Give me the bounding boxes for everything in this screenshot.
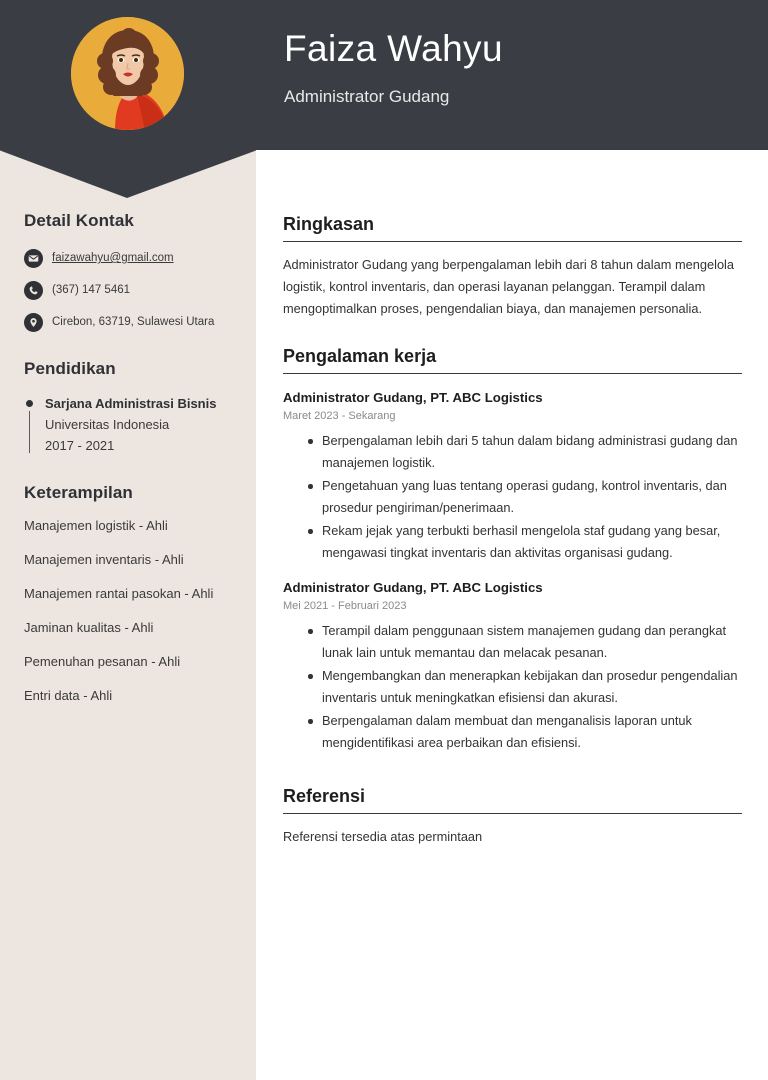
envelope-icon [24, 249, 43, 268]
contact-address-value: Cirebon, 63719, Sulawesi Utara [52, 316, 215, 328]
location-pin-icon [24, 313, 43, 332]
contact-item-phone[interactable] [24, 281, 234, 300]
contact-heading: Detail Kontak [24, 211, 134, 230]
experience-entry [283, 578, 742, 754]
references-text: Referensi tersedia atas permintaan [283, 829, 483, 844]
experience-heading: Pengalaman kerja [283, 344, 742, 374]
summary-section [283, 212, 742, 320]
list-item: Pemenuhan pesanan - Ahli [24, 654, 181, 669]
sidebar-content [0, 210, 256, 720]
education-degree: Sarjana Administrasi Bisnis [45, 396, 217, 411]
list-item: Berpengalaman dalam membuat dan menganalisis laporan untuk mengidentifikasi area perbaikan dan efisiensi. [283, 710, 742, 754]
list-item: Rekam jejak yang terbukti berhasil mengelola staf gudang yang besar, mengawasi tingkat inventaris dan aktivitas organisasi gudang. [283, 520, 742, 564]
contact-item-address[interactable] [24, 313, 234, 332]
summary-heading: Ringkasan [283, 212, 742, 242]
skills-heading: Keterampilan [24, 483, 133, 502]
list-item: Jaminan kualitas - Ahli [24, 620, 154, 635]
list-item: Berpengalaman lebih dari 5 tahun dalam bidang administrasi gudang dan manajemen logistik. [283, 430, 742, 474]
experience-job-dates: Maret 2023 - Sekarang [283, 410, 396, 422]
experience-job-title: Administrator Gudang, PT. ABC Logistics [283, 580, 543, 595]
main-content [283, 212, 742, 872]
experience-bullet-list [283, 620, 742, 754]
references-heading: Referensi [283, 784, 742, 814]
list-item: Manajemen logistik - Ahli [24, 518, 168, 533]
experience-entry [283, 388, 742, 564]
header-text-group [284, 26, 503, 108]
list-item: Entri data - Ahli [24, 688, 113, 703]
experience-section [283, 344, 742, 754]
education-item [24, 394, 234, 456]
summary-text: Administrator Gudang yang berpengalaman lebih dari 8 tahun dalam mengelola logistik, kontrol inventaris, dan operasi layanan pelanggan. Terampil dalam mengoptimalkan proses, pengendalian biaya, dan manajemen personalia. [283, 257, 735, 316]
list-item: Terampil dalam penggunaan sistem manajemen gudang dan perangkat lunak lain untuk memantau dan melacak pesanan. [283, 620, 742, 664]
list-item: Mengembangkan dan menerapkan kebijakan dan prosedur pengendalian inventaris untuk meningkatkan efisiensi dan akurasi. [283, 665, 742, 709]
header-job-title: Administrator Gudang [284, 87, 450, 106]
avatar [71, 17, 184, 130]
education-heading: Pendidikan [24, 359, 116, 378]
education-bullet-icon [26, 400, 33, 407]
education-years: 2017 - 2021 [45, 438, 115, 453]
skills-section [24, 482, 234, 705]
contact-email-value[interactable]: faizawahyu@gmail.com [52, 252, 174, 264]
skills-list [24, 516, 234, 705]
contact-phone-value: (367) 147 5461 [52, 284, 131, 296]
list-item: Manajemen inventaris - Ahli [24, 552, 184, 567]
contact-item-email[interactable] [24, 249, 234, 268]
experience-job-dates: Mei 2021 - Februari 2023 [283, 600, 407, 612]
phone-icon [24, 281, 43, 300]
contact-section [24, 210, 234, 332]
contact-list [24, 249, 234, 332]
list-item: Manajemen rantai pasokan - Ahli [24, 586, 214, 601]
education-school: Universitas Indonesia [45, 417, 170, 432]
profile-photo-icon [71, 17, 184, 130]
references-section [283, 784, 742, 848]
page-title: Faiza Wahyu [284, 28, 503, 69]
list-item: Pengetahuan yang luas tentang operasi gudang, kontrol inventaris, dan prosedur pengiriman/penerimaan. [283, 475, 742, 519]
education-timeline-line [29, 411, 30, 453]
experience-bullet-list [283, 430, 742, 564]
experience-job-title: Administrator Gudang, PT. ABC Logistics [283, 390, 543, 405]
education-section [24, 358, 234, 456]
